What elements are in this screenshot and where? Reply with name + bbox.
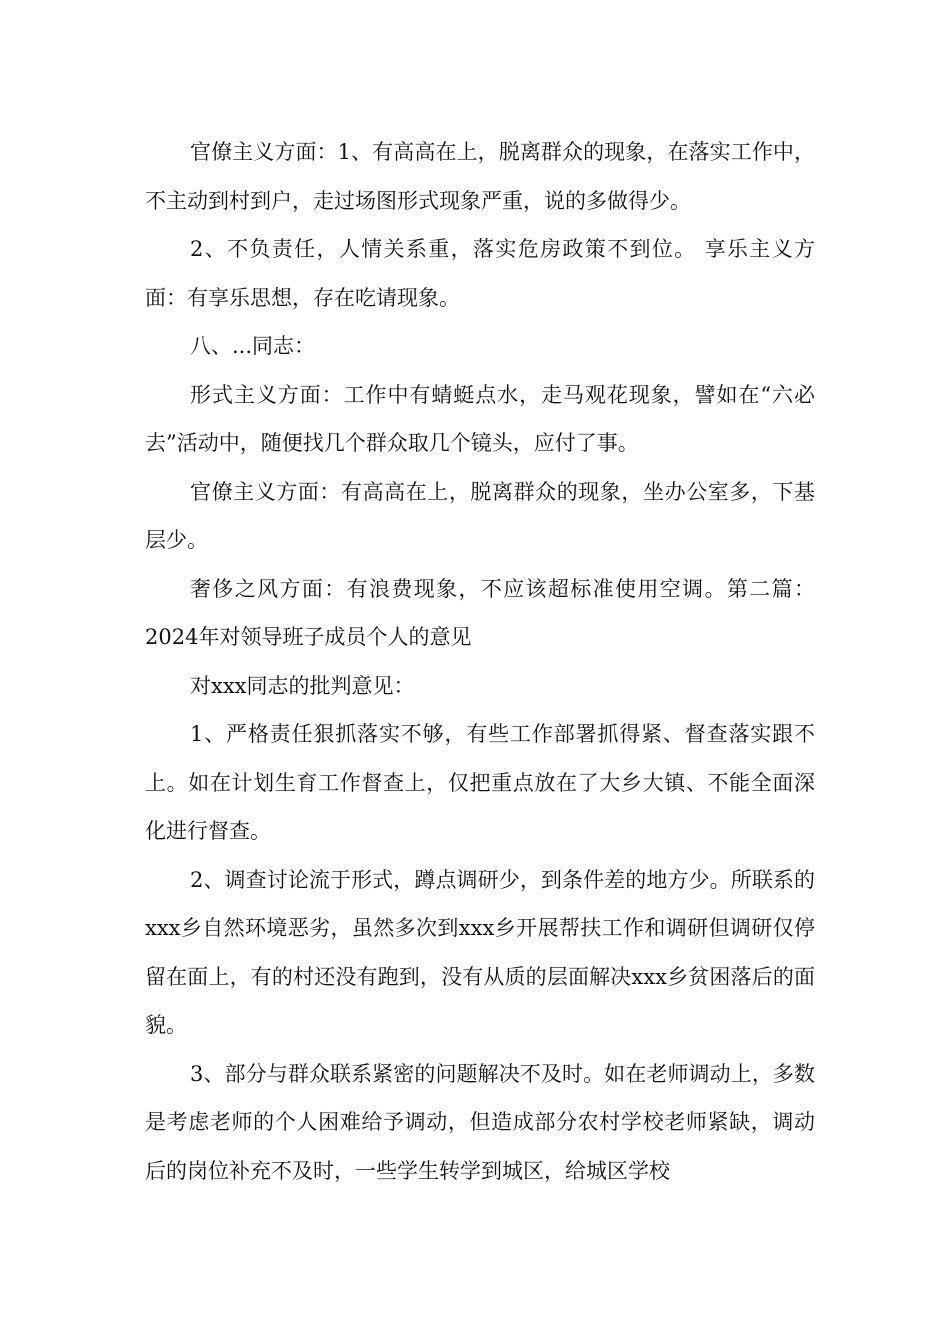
paragraph-extravagance: 奢侈之风方面：有浪费现象，不应该超标准使用空调。第二篇：2024年对领导班子成员个人的意见: [145, 576, 815, 649]
paragraph-item-1: 1、严格责任狠抓落实不够，有些工作部署抓得紧、督查落实跟不上。如在计划生育工作督查上，仅把重点放在了大乡大镇、不能全面深化进行督查。: [145, 722, 815, 843]
paragraph-item-2: 2、调查讨论流于形式，蹲点调研少，到条件差的地方少。所联系的xxx乡自然环境恶劣，虽然多次到xxx乡开展帮扶工作和调研但调研仅停留在面上，有的村还没有跑到，没有从质的层面解决xxx乡贫困落后的面貌。: [145, 867, 815, 1037]
paragraph-hedonism: 2、不负责任，人情关系重，落实危房政策不到位。 享乐主义方面：有享乐思想，存在吃请现象。: [145, 237, 815, 310]
paragraph-bureaucratism-1: 官僚主义方面：1、有高高在上，脱离群众的现象，在落实工作中，不主动到村到户，走过场图形式现象严重，说的多做得少。: [145, 140, 815, 213]
paragraph-item-3: 3、部分与群众联系紧密的问题解决不及时。如在老师调动上，多数是考虑老师的个人困难给予调动，但造成部分农村学校老师紧缺，调动后的岗位补充不及时，一些学生转学到城区，给城区学校: [145, 1061, 815, 1183]
paragraph-formalism: 形式主义方面：工作中有蜻蜓点水，走马观花现象，譬如在“六必去”活动中，随便找几个群众取几个镜头，应付了事。: [145, 382, 815, 455]
document-body: [145, 128, 815, 1195]
paragraph-comrade-eight: 八、...同志：: [190, 334, 316, 358]
paragraph-bureaucratism-2: 官僚主义方面：有高高在上，脱离群众的现象，坐办公室多，下基层少。: [145, 479, 815, 552]
paragraph-criticism-heading: 对xxx同志的批判意见：: [190, 673, 415, 698]
